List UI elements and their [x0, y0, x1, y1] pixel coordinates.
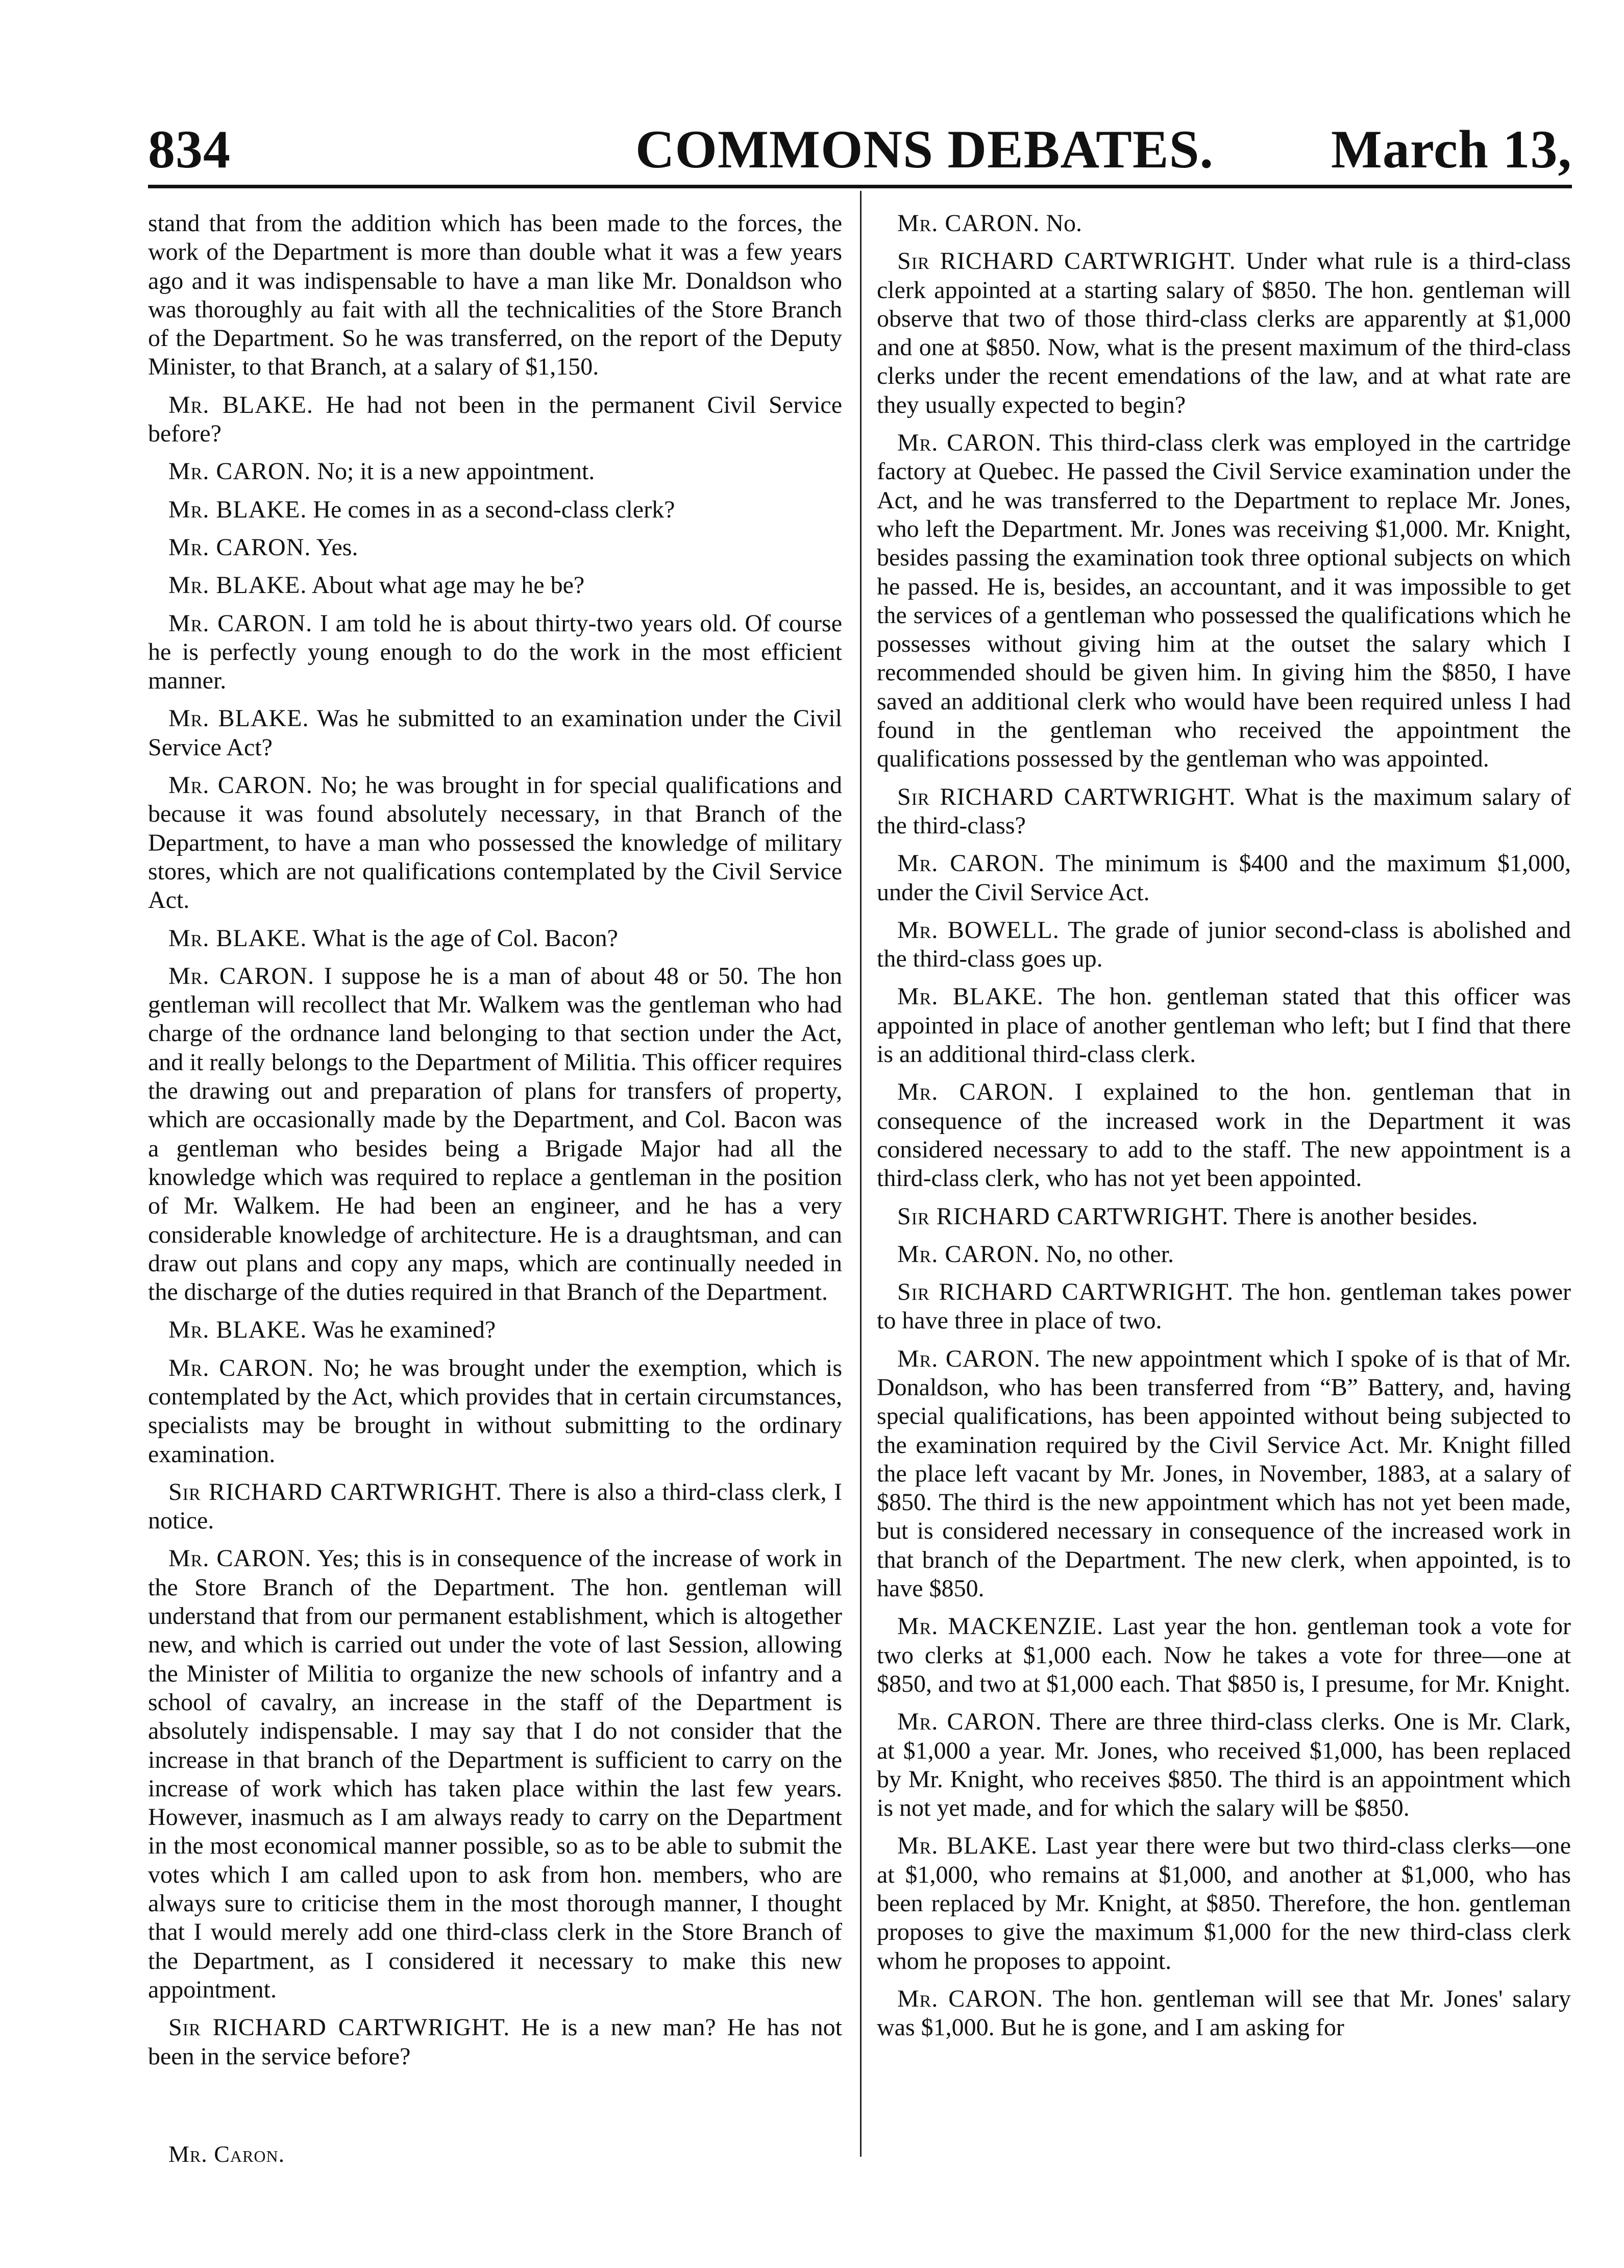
speaker: Mr. CARON.: [897, 1240, 1040, 1268]
speaker: Mr. BOWELL.: [897, 916, 1060, 944]
running-title: COMMONS DEBATES.: [635, 119, 1214, 179]
column-divider: [860, 191, 862, 2157]
speaker: Mr. BLAKE.: [168, 496, 307, 523]
paragraph: [148, 209, 842, 382]
speaker: Mr. CARON.: [168, 772, 313, 799]
paragraph: [877, 209, 1571, 238]
speech-text: Yes; this is in consequence of the increase of work in the Store Branch of the Department. The hon. gentleman will understand that from our permanent establishment, which is altogether new, and which is carried out under the vote of last Session, allowing the Minister of Militia to organize the new schools of infantry and a school of cavalry, an increase in the staff of the Department is absolutely indispensable. I may say that I do not consider that the increase in that branch of the Department is sufficient to carry on the increase of work which has taken place within the last few years. However, inasmuch as I am always ready to carry on the Department in the most economical manner possible, so as to be able to submit the votes which I am called upon to ask from hon. members, who are always sure to criticise them in the most thorough manner, I thought that I would merely add one third-class clerk in the Store Branch of the Department, as I considered it necessary to make this new appointment.: [148, 1545, 842, 2003]
speaker: Sir RICHARD CARTWRIGHT.: [897, 248, 1236, 275]
speech-text: No, no other.: [1046, 1240, 1174, 1268]
paragraph: [148, 1478, 842, 1536]
speech-text: No.: [1046, 210, 1082, 237]
speech-text: Under what rule is a third-class clerk appointed at a starting salary of $850. The hon. gentleman will observe that two of those third-class clerks are apparently at $1,000 and one at $850. Now, what is the present maximum of the third-class clerks under the recent emendations of the law, and at what rate are they usually expected to begin?: [877, 248, 1571, 418]
speech-text: Was he examined?: [312, 1316, 496, 1344]
catchword: Mr. Caron.: [168, 2141, 285, 2167]
speaker: Mr. CARON.: [168, 1354, 314, 1382]
speaker: Mr. CARON.: [168, 1545, 312, 1572]
speech-text: The minimum is $400 and the maximum $1,000, under the Civil Service Act.: [877, 850, 1571, 906]
speech-text: There is another besides.: [1234, 1202, 1478, 1230]
header-date: March 13,: [1331, 119, 1572, 179]
speaker: Mr. MACKENZIE.: [897, 1613, 1104, 1640]
speaker: Sir RICHARD CARTWRIGHT.: [897, 1278, 1234, 1306]
header-rule: [148, 185, 1572, 188]
speech-text: Last year there were but two third-class clerks—one at $1,000, who remains at $1,000, and another at $1,000, who has been replaced by Mr. Knight, at $850. Therefore, the hon. gentleman proposes to give the maximum $1,000 for the new third-class clerk whom he proposes to appoint.: [877, 1832, 1571, 1975]
speaker: Mr. BLAKE.: [168, 924, 307, 952]
paragraph: [877, 849, 1571, 907]
speech-text: The hon. gentleman takes power to have three in place of two.: [877, 1278, 1571, 1335]
paragraph: [148, 533, 842, 562]
speaker: Mr. CARON.: [897, 1985, 1044, 2012]
paragraph: [877, 1278, 1571, 1336]
speaker: Mr. BLAKE.: [168, 391, 313, 418]
speech-text: I explained to the hon. gentleman that in consequence of the increased work in the Department it was considered necessary to add to the staff. The new appointment is a third-class clerk, who has not yet been appointed.: [877, 1078, 1571, 1192]
speaker: Mr. CARON.: [897, 1078, 1054, 1106]
paragraph: [877, 1078, 1571, 1193]
page-header: [148, 116, 1572, 193]
speaker: Mr. CARON.: [168, 609, 313, 637]
paragraph: [877, 916, 1571, 974]
paragraph: [877, 783, 1571, 841]
speech-text: What is the age of Col. Bacon?: [312, 924, 618, 952]
paragraph: [148, 496, 842, 524]
paragraph: [148, 1544, 842, 2004]
speech-text: I suppose he is a man of about 48 or 50. The hon gentleman will recollect that Mr. Walkem was the gentleman who had charge of the ordnance land belonging to that section under the Act, and it really belongs to the Department of Militia. This officer requires the drawing out and preparation of plans for transfers of property, which are occasionally made by the Department, and Col. Bacon was a gentleman who besides being a Brigade Major had all the knowledge which was required to replace a gentleman in the position of Mr. Walkem. He had been an engineer, and he has a very considerable knowledge of architecture. He is a draughtsman, and can draw out plans and copy any maps, which are continually needed in the discharge of the duties required in that Branch of the Department.: [148, 962, 842, 1306]
speaker: Mr. CARON.: [897, 850, 1045, 877]
speech-text: The new appointment which I spoke of is that of Mr. Donaldson, who has been transferred from “B” Battery, and, having special qualifications, has been appointed without being subjected to the examination required by the Civil Service Act. Mr. Knight filled the place left vacant by Mr. Jones, in November, 1883, at a salary of $850. The third is the new appointment which has not yet been made, but is considered necessary in consequence of the increased work in that branch of the Department. The new clerk, when appointed, is to have $850.: [877, 1345, 1571, 1603]
speech-text: I am told he is about thirty-two years old. Of course he is perfectly young enough to do the work in the most efficient manner.: [148, 609, 842, 695]
left-column: [148, 209, 842, 2181]
speech-text: There is also a third-class clerk, I notice.: [148, 1478, 842, 1535]
speech-text: No; it is a new appointment.: [317, 458, 595, 485]
speaker: Mr. BLAKE.: [168, 1316, 307, 1344]
paragraph: [877, 1202, 1571, 1231]
paragraph: [877, 1832, 1571, 1975]
paragraph: [877, 429, 1571, 774]
speaker: Sir RICHARD CARTWRIGHT.: [897, 1202, 1229, 1230]
right-column: [877, 209, 1571, 2181]
speech-text: Was he submitted to an examination under the Civil Service Act?: [148, 705, 842, 761]
speaker: Mr. BLAKE.: [897, 1832, 1038, 1860]
speaker: Mr. CARON.: [897, 429, 1042, 457]
speaker: Mr. CARON.: [897, 210, 1040, 237]
paragraph: [877, 1240, 1571, 1269]
speaker: Mr. BLAKE.: [897, 983, 1044, 1010]
speaker: Mr. CARON.: [897, 1345, 1041, 1372]
speech-text: He is a new man? He has not been in the service before?: [148, 2014, 842, 2070]
speech-text: Yes.: [316, 533, 358, 561]
speaker: Sir RICHARD CARTWRIGHT.: [897, 783, 1236, 810]
speech-text: There are three third-class clerks. One is Mr. Clark, at $1,000 a year. Mr. Jones, who received $1,000, has been replaced by Mr. Knight, who receives $850. The third is an appointment which is not yet made, and for which the salary will be $850.: [877, 1708, 1571, 1822]
speaker: Mr. CARON.: [168, 962, 314, 990]
speech-text: No; he was brought in for special qualifications and because it was found absolutely necessary, in that Branch of the Department, to have a man who possessed the knowledge of military stores, which are not qualifications contemplated by the Civil Service Act.: [148, 772, 842, 914]
paragraph: [877, 1985, 1571, 2042]
paragraph: [148, 391, 842, 449]
speech-text: This third-class clerk was employed in the cartridge factory at Quebec. He passed the Civil Service examination under the Act, and he was transferred to the Department to replace Mr. Jones, who left the Department. Mr. Jones was receiving $1,000. Mr. Knight, besides passing the examination took three optional subjects on which he passed. He is, besides, an accountant, and it was impossible to get the services of a gentleman who possessed the qualifications which he possesses without giving him at the outset the salary which I recommended should be given him. In giving him the $850, I have saved an additional clerk who would have been required unless I had found in the gentleman who received the appointment the qualifications possessed by the gentleman who was appointed.: [877, 429, 1571, 773]
speaker: Mr. BLAKE.: [168, 572, 307, 599]
speech-text: He had not been in the permanent Civil Service before?: [148, 391, 842, 448]
speaker: Sir RICHARD CARTWRIGHT.: [168, 2014, 510, 2041]
speaker: Sir RICHARD CARTWRIGHT.: [168, 1478, 502, 1506]
paragraph: [148, 924, 842, 953]
paragraph: [148, 1316, 842, 1344]
paragraph: [877, 1708, 1571, 1822]
speaker: Mr. CARON.: [168, 533, 311, 561]
paragraph: [148, 704, 842, 762]
speech-text: About what age may he be?: [311, 572, 585, 599]
paragraph: [148, 609, 842, 696]
paragraph: [877, 1612, 1571, 1698]
speech-text: No; he was brought under the exemption, which is contemplated by the Act, which provides that in certain circumstances, specialists may be brought in without submitting to the ordinary examination.: [148, 1354, 842, 1468]
paragraph: [877, 982, 1571, 1069]
paragraph: [148, 771, 842, 915]
speaker: Mr. CARON.: [897, 1708, 1042, 1736]
speech-text: The hon. gentleman will see that Mr. Jones' salary was $1,000. But he is gone, and I am asking for: [877, 1985, 1571, 2041]
paragraph: [148, 2013, 842, 2071]
paragraph: [877, 1345, 1571, 1604]
speech-text: What is the maximum salary of the third-class?: [877, 783, 1571, 839]
page-number: 834: [148, 119, 231, 179]
paragraph: [148, 571, 842, 600]
speech-text: He comes in as a second-class clerk?: [313, 496, 675, 523]
paragraph: [877, 247, 1571, 420]
speaker: Mr. BLAKE.: [168, 705, 309, 732]
speech-text: Last year the hon. gentleman took a vote for two clerks at $1,000 each. Now he takes a vote for three—one at $850, and two at $1,000 each. That $850 is, I presume, for Mr. Knight.: [877, 1613, 1571, 1697]
speech-text: The grade of junior second-class is abolished and the third-class goes up.: [877, 916, 1571, 973]
speech-text: The hon. gentleman stated that this officer was appointed in place of another gentleman who left; but I find that there is an additional third-class clerk.: [877, 983, 1571, 1068]
paragraph: [148, 1354, 842, 1469]
paragraph: [148, 962, 842, 1307]
speaker: Mr. CARON.: [168, 458, 311, 485]
speech-text: stand that from the addition which has been made to the forces, the work of the Department is more than double what it was a few years ago and it was indispensable to have a man like Mr. Donaldson who was thoroughly au fait with all the technicalities of the Store Branch of the Department. So he was transferred, on the report of the Deputy Minister, to that Branch, at a salary of $1,150.: [148, 210, 842, 381]
paragraph: [148, 457, 842, 486]
